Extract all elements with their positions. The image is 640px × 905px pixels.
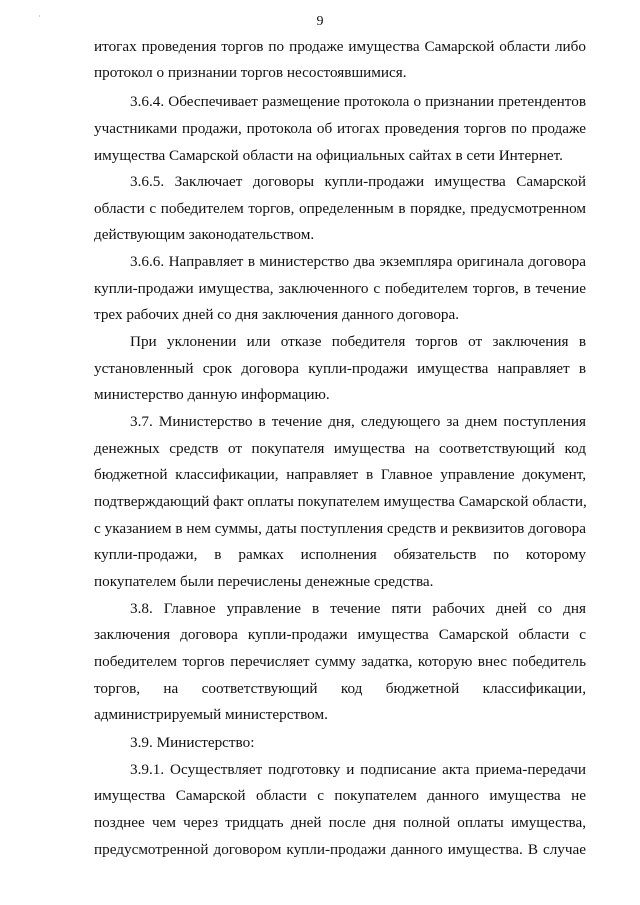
text-line: заключения договора купли-продажи имущества Самарской области с (94, 626, 586, 643)
text-line: установленный срок договора купли-продажи имущества направляет в (94, 360, 586, 377)
text-line: участниками продажи, протокола об итогах проведения торгов по продаже (94, 120, 586, 137)
text-line: министерство данную информацию. (94, 386, 330, 403)
text-line: 3.7. Министерство в течение дня, следующего за днем поступления (130, 413, 586, 430)
text-line: 3.9. Министерство: (130, 734, 255, 751)
text-line: победителем торгов перечисляет сумму задатка, которую внес победитель (94, 653, 586, 670)
text-line: 3.6.5. Заключает договоры купли-продажи имущества Самарской (130, 173, 586, 190)
text-line: с указанием в нем суммы, даты поступления средств и реквизитов договора (94, 520, 586, 537)
text-line: действующим законодательством. (94, 226, 315, 243)
text-line: 3.6.6. Направляет в министерство два экземпляра оригинала договора (130, 253, 586, 270)
text-line: бюджетной классификации, направляет в Главное управление документ, (94, 466, 586, 483)
text-line: 3.8. Главное управление в течение пяти рабочих дней со дня (130, 600, 586, 617)
text-line: купли-продажи, в рамках исполнения обязательств по которому (94, 546, 586, 563)
page-number: 9 (316, 14, 324, 29)
text-line: покупателем были перечислены денежные средства. (94, 573, 434, 590)
text-line: области с победителем торгов, определенным в порядке, предусмотренном (94, 200, 586, 217)
corner-mark: · (38, 12, 41, 21)
text-line: предусмотренной договором купли-продажи данного имущества. В случае (94, 841, 586, 858)
text-line: 3.6.4. Обеспечивает размещение протокола о признании претендентов (130, 93, 586, 110)
text-line: денежных средств от покупателя имущества на соответствующий код (94, 440, 586, 457)
text-line: администрируемый министерством. (94, 706, 328, 723)
text-line: имущества Самарской области с покупателем данного имущества не (94, 787, 586, 804)
text-line: протокол о признании торгов несостоявшимися. (94, 64, 407, 81)
text-line: трех рабочих дней со дня заключения данного договора. (94, 306, 460, 323)
text-line: торгов, на соответствующий код бюджетной классификации, (94, 680, 586, 697)
text-line: При уклонении или отказе победителя торгов от заключения в (130, 333, 586, 350)
text-line: подтверждающий факт оплаты покупателем имущества Самарской области, (94, 493, 587, 510)
text-line: купли-продажи имущества, заключенного с победителем торгов, в течение (94, 280, 586, 297)
text-line: позднее чем через тридцать дней после дня полной оплаты имущества, (94, 814, 586, 831)
text-line: имущества Самарской области на официальных сайтах в сети Интернет. (94, 147, 563, 164)
text-line: итогах проведения торгов по продаже имущества Самарской области либо (94, 38, 586, 55)
text-line: 3.9.1. Осуществляет подготовку и подписание акта приема-передачи (130, 761, 586, 778)
